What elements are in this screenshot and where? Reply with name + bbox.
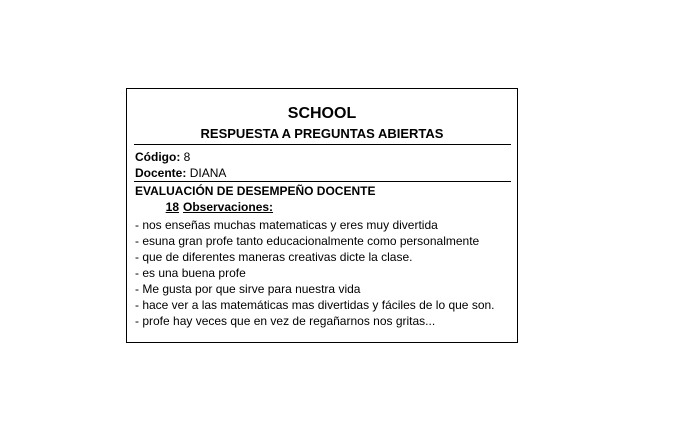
report-subtitle: RESPUESTA A PREGUNTAS ABIERTAS <box>200 126 444 141</box>
header-divider <box>134 144 511 145</box>
report-title: SCHOOL <box>287 105 357 122</box>
list-item: - que de diferentes maneras creativas dicte la clase. <box>135 250 413 264</box>
list-item: - es una buena profe <box>135 266 246 280</box>
docente-label: Docente: <box>135 166 187 180</box>
observations-label: Observaciones: <box>183 200 274 214</box>
section-title: EVALUACIÓN DE DESEMPEÑO DOCENTE <box>135 184 376 198</box>
list-item: - profe hay veces que en vez de regañarnos nos gritas... <box>135 314 436 328</box>
list-item: - nos enseñas muchas matematicas y eres muy divertida <box>135 218 438 232</box>
comments-list <box>135 217 495 329</box>
docente-value: DIANA <box>189 166 227 180</box>
report-card <box>126 88 518 343</box>
list-item: - hace ver a las matemáticas mas divertidas y fáciles de lo que son. <box>135 298 495 312</box>
observations-header <box>162 200 273 214</box>
codigo-value: 8 <box>183 150 191 164</box>
list-item: - esuna gran profe tanto educacionalmente como personalmente <box>135 234 480 248</box>
list-item: - Me gusta por que sirve para nuestra vida <box>135 282 361 296</box>
codigo-label: Código: <box>135 150 181 164</box>
section-divider <box>134 181 511 182</box>
observations-count: 18 <box>165 200 179 214</box>
codigo-row <box>135 150 190 164</box>
docente-row <box>135 166 226 180</box>
